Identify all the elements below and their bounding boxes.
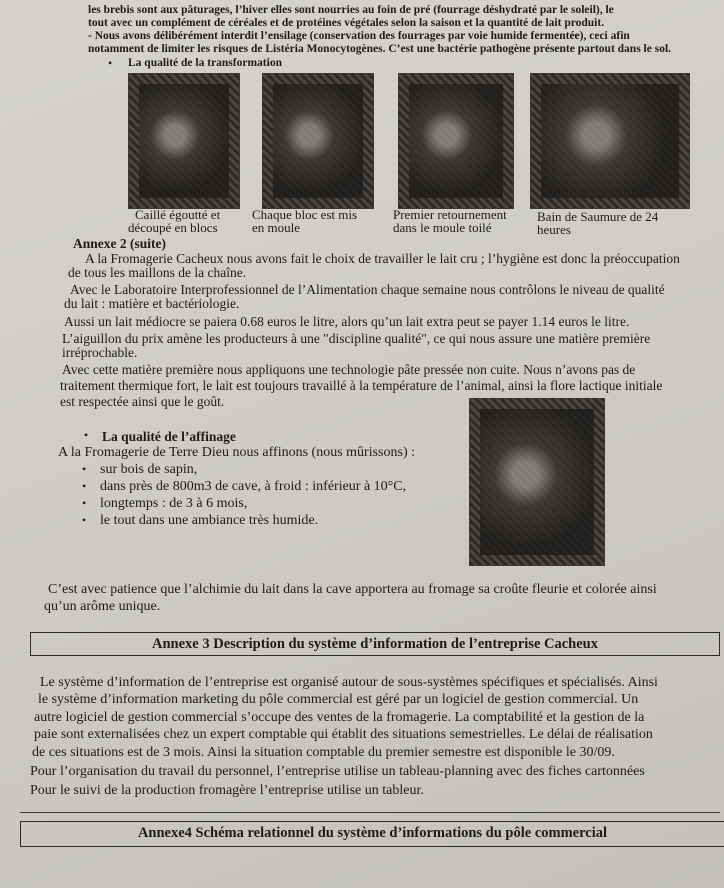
affinage-item-2: dans près de 800m3 de cave, à froid : inférieur à 10°C, <box>100 479 407 494</box>
affinage-item-1: sur bois de sapin, <box>100 462 198 477</box>
bullet-icon: • <box>82 496 87 510</box>
affinage-item-3: longtemps : de 3 à 6 mois, <box>100 496 248 511</box>
top-line-2: tout avec un complément de céréales et de protéines végétales selon la saison et la quantité de lait produit. <box>88 17 605 29</box>
bullet-icon: • <box>82 479 87 493</box>
photo-caille <box>128 73 240 209</box>
photo-retournement <box>398 73 514 209</box>
annexe2-p5a: Avec cette matière première nous appliquons une technologie pâte pressée non cuite. Nous n’avons pas de <box>62 362 636 377</box>
annexe2-p4a: L’aiguillon du prix amène les producteurs à une "discipline qualité", ce qui nous assure une matière première <box>62 331 651 346</box>
bullet-icon: • <box>108 56 113 70</box>
photo-moule <box>262 73 374 209</box>
annexe2-p3: Aussi un lait médiocre se paiera 0.68 euros le litre, alors qu’un lait extra peut se payer 1.14 euros le litre. <box>64 314 630 329</box>
divider <box>20 812 720 813</box>
photo-caption-2a: Chaque bloc est mis <box>252 207 358 222</box>
photo-cave-affinage <box>469 398 605 566</box>
photo-caption-3a: Premier retournement <box>393 207 507 222</box>
top-line-3: - Nous avons délibérément interdit l’ensilage (conservation des fourrages par voie humide fermentée), ceci afin <box>88 30 630 42</box>
annexe3-title-box <box>30 632 720 656</box>
annexe2-title: Annexe 2 (suite) <box>73 236 166 251</box>
affinage-item-4: le tout dans une ambiance très humide. <box>100 513 319 528</box>
annexe3-line-2: le système d’information marketing du pôle commercial est géré par un logiciel de gestion commercial. Un <box>38 692 639 707</box>
annexe3-line-4: paie sont externalisées chez un expert comptable qui établit des situations semestrielles. Le délai de réalisation <box>34 727 653 742</box>
annexe2-p5c: est respectée ainsi que le goût. <box>60 394 225 409</box>
top-line-1: les brebis sont aux pâturages, l’hiver elles sont nourries au foin de pré (fourrage déshydraté par le soleil), le <box>88 4 614 16</box>
photo-caption-3b: dans le moule toilé <box>393 220 492 235</box>
top-line-4: notamment de limiter les risques de Listéria Monocytogènes. C’est une bactérie pathogène présente partout dans le sol. <box>88 43 672 55</box>
annexe3-line-7: Pour le suivi de la production fromagère l’entreprise utilise un tableur. <box>30 783 424 798</box>
section-title-transformation: La qualité de la transformation <box>128 57 282 69</box>
annexe3-line-1: Le système d’information de l’entreprise est organisé autour de sous-systèmes spécifiques et spécialisés. Ainsi <box>40 675 658 690</box>
annexe4-title-box <box>20 821 724 847</box>
closing-line-2: qu’un arôme unique. <box>44 599 161 614</box>
photo-caption-2b: en moule <box>252 220 301 235</box>
annexe2-p2a: Avec le Laboratoire Interprofessionnel de l’Alimentation chaque semaine nous contrôlons le niveau de qualité <box>70 282 665 297</box>
annexe3-line-3: autre logiciel de gestion commercial s’occupe des ventes de la fromagerie. La comptabilité et la gestion de la <box>34 710 645 725</box>
photo-caption-4b: heures <box>537 222 571 237</box>
bullet-icon: • <box>82 513 87 527</box>
annexe2-p2b: du lait : matière et bactériologie. <box>64 296 240 311</box>
bullet-icon: • <box>84 428 89 442</box>
bullet-icon: • <box>82 462 87 476</box>
photo-caption-1a: Caillé égoutté et <box>135 207 221 222</box>
closing-line-1: C’est avec patience que l’alchimie du lait dans la cave apportera au fromage sa croûte fleurie et colorée ainsi <box>48 582 657 597</box>
annexe3-title: Annexe 3 Description du système d’information de l’entreprise Cacheux <box>152 636 598 652</box>
annexe2-p5b: traitement thermique fort, le lait est toujours travaillé à la température de l’animal, ainsi la flore lactique initiale <box>60 378 663 393</box>
annexe2-p1a: A la Fromagerie Cacheux nous avons fait le choix de travailler le lait cru ; l’hygiène est donc la préoccupation <box>85 251 680 266</box>
annexe2-p1b: de tous les maillons de la chaîne. <box>68 265 247 280</box>
annexe3-line-5: de ces situations est de 3 mois. Ainsi la situation comptable du premier semestre est disponible le 30/09. <box>32 745 615 760</box>
photo-saumure <box>530 73 690 209</box>
affinage-intro: A la Fromagerie de Terre Dieu nous affinons (nous mûrissons) : <box>58 445 415 460</box>
annexe3-line-6: Pour l’organisation du travail du personnel, l’entreprise utilise un tableau-planning avec des fiches cartonnées <box>30 764 645 779</box>
annexe4-title: Annexe4 Schéma relationnel du système d’informations du pôle commercial <box>137 825 608 841</box>
annexe2-p4b: irréprochable. <box>62 345 138 360</box>
photo-caption-4a: Bain de Saumure de 24 <box>537 209 659 224</box>
affinage-title: La qualité de l’affinage <box>102 429 236 444</box>
photo-caption-1b: découpé en blocs <box>128 220 218 235</box>
